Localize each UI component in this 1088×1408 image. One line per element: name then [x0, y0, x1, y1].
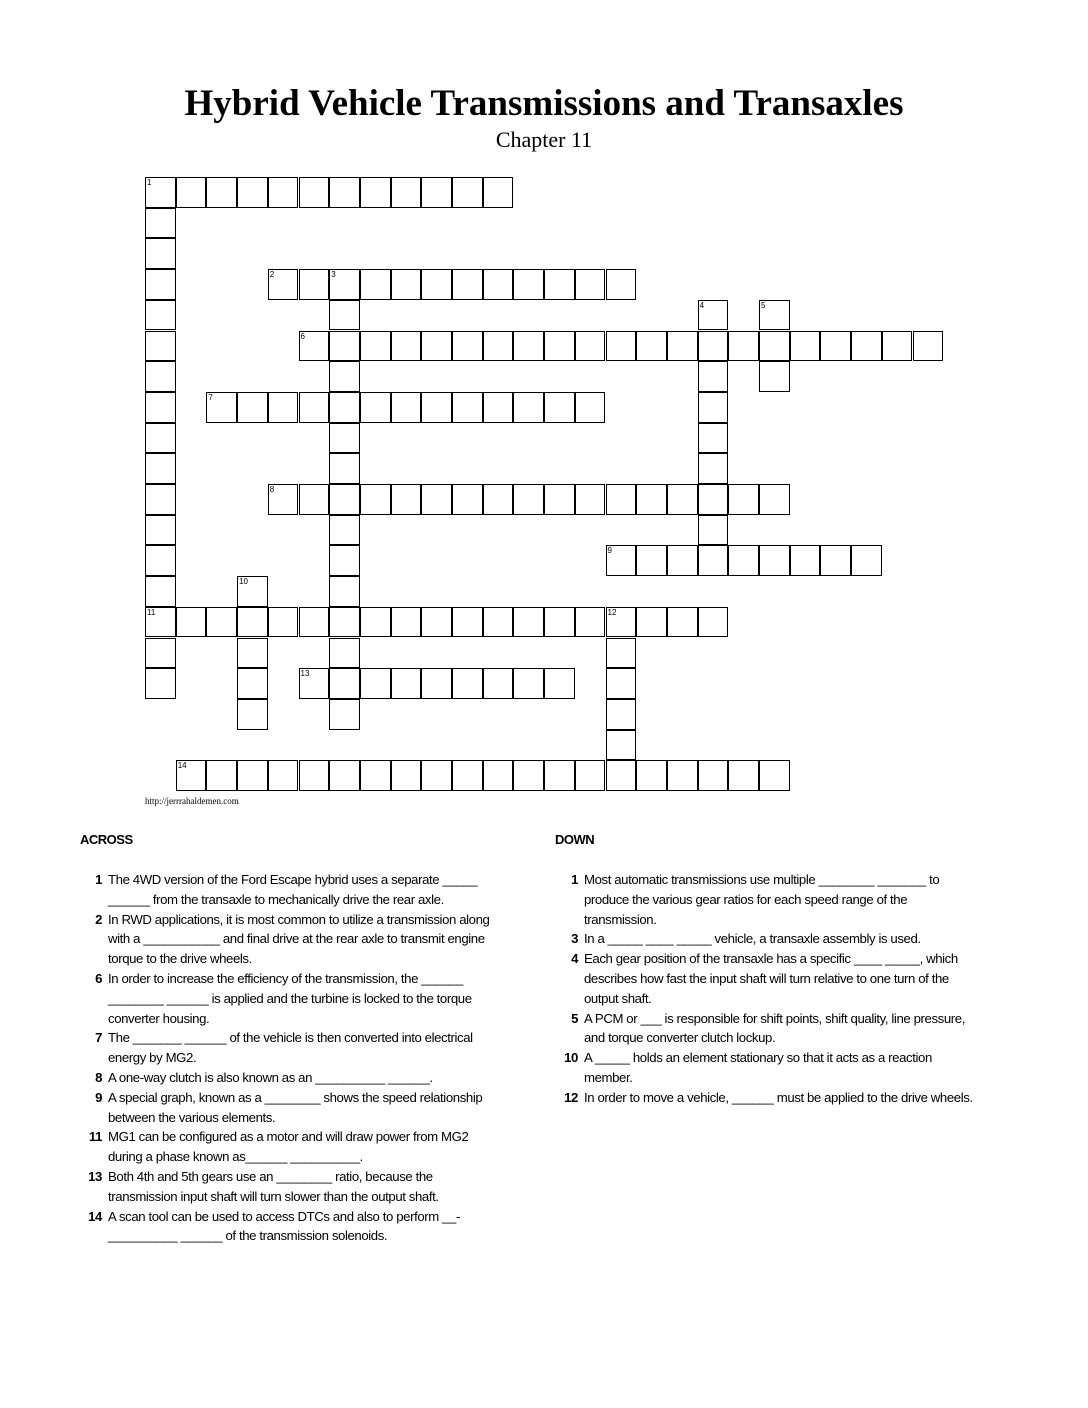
grid-cell[interactable]: [329, 331, 360, 362]
grid-cell[interactable]: [176, 177, 207, 208]
grid-cell[interactable]: [391, 392, 422, 423]
grid-cell[interactable]: [667, 545, 698, 576]
clue-item-text: MG1 can be configured as a motor and will draw power from MG2 during a phase known as______ __________.: [108, 1129, 469, 1165]
clue-item: [556, 949, 976, 1008]
grid-cell[interactable]: [237, 638, 268, 669]
grid-cell[interactable]: [606, 730, 637, 761]
grid-cell[interactable]: [575, 760, 606, 791]
grid-cell[interactable]: [145, 453, 176, 484]
grid-cell[interactable]: [913, 331, 944, 362]
grid-cell[interactable]: [329, 361, 360, 392]
grid-cell[interactable]: [452, 484, 483, 515]
grid-cell[interactable]: [176, 607, 207, 638]
clue-item-number: 6: [95, 970, 102, 986]
across-heading: ACROSS: [80, 832, 133, 847]
grid-cell[interactable]: [513, 607, 544, 638]
grid-cell[interactable]: [329, 177, 360, 208]
grid-cell[interactable]: [329, 607, 360, 638]
clue-number: 3: [331, 270, 336, 280]
grid-cell[interactable]: [237, 576, 268, 607]
clue-number: 7: [208, 392, 213, 402]
grid-cell[interactable]: [145, 392, 176, 423]
grid-cell[interactable]: [145, 668, 176, 699]
clue-number: 10: [239, 577, 248, 587]
clue-number: 13: [300, 669, 310, 679]
page-subtitle: Chapter 11: [495, 127, 593, 152]
clue-item-text: Both 4th and 5th gears use an ________ ratio, because the transmission input shaft will turn slower than the output shaft.: [108, 1168, 439, 1204]
grid-cell[interactable]: [759, 361, 790, 392]
clue-item-number: 13: [88, 1168, 102, 1184]
grid-cell[interactable]: [728, 331, 759, 362]
clue-item: [80, 969, 505, 1028]
grid-cell[interactable]: [483, 607, 514, 638]
grid-cell[interactable]: [360, 484, 391, 515]
grid-cell[interactable]: [544, 668, 575, 699]
grid-cell[interactable]: [606, 269, 637, 300]
grid-cell[interactable]: [145, 177, 176, 208]
clue-number: 6: [300, 331, 305, 341]
clue-item-number: 2: [95, 911, 102, 927]
grid-cell[interactable]: [575, 269, 606, 300]
grid-cell[interactable]: [483, 177, 514, 208]
clue-item-text: A PCM or ___ is responsible for shift points, shift quality, line pressure, and torque converter clutch lockup.: [584, 1010, 965, 1046]
clue-item-number: 7: [95, 1030, 102, 1046]
grid-cell[interactable]: [636, 484, 667, 515]
clue-number: 12: [607, 607, 617, 617]
grid-cell[interactable]: [421, 760, 452, 791]
grid-cell[interactable]: [299, 607, 330, 638]
grid-cell[interactable]: [299, 177, 330, 208]
clue-number: 9: [607, 546, 612, 556]
grid-cell[interactable]: [391, 760, 422, 791]
grid-cell[interactable]: [145, 269, 176, 300]
clue-item-number: 1: [571, 872, 578, 887]
grid-cell[interactable]: [299, 269, 330, 300]
grid-cell[interactable]: [544, 607, 575, 638]
grid-cell[interactable]: [452, 331, 483, 362]
grid-cell[interactable]: [145, 361, 176, 392]
grid-cell[interactable]: [698, 392, 729, 423]
clue-item: [80, 1127, 505, 1167]
grid-cell[interactable]: [329, 453, 360, 484]
grid-cell[interactable]: [513, 484, 544, 515]
grid-cell[interactable]: [237, 392, 268, 423]
grid-cell[interactable]: [237, 760, 268, 791]
grid-cell[interactable]: [329, 484, 360, 515]
grid-cell[interactable]: [421, 668, 452, 699]
clue-number: 4: [699, 300, 705, 310]
grid-cell[interactable]: [452, 668, 483, 699]
clue-item: [80, 1068, 505, 1088]
grid-cell[interactable]: [268, 269, 299, 300]
grid-cell[interactable]: [421, 607, 452, 638]
clue-item: [556, 929, 976, 949]
grid-cell[interactable]: [606, 699, 637, 730]
grid-cell[interactable]: [483, 269, 514, 300]
grid-cell[interactable]: [299, 331, 330, 362]
clue-item: [556, 1009, 976, 1049]
grid-cell[interactable]: [483, 668, 514, 699]
clue-item: [556, 1088, 976, 1108]
grid-cell[interactable]: [329, 423, 360, 454]
grid-cell[interactable]: [237, 699, 268, 730]
grid-cell[interactable]: [360, 607, 391, 638]
grid-cell[interactable]: [790, 545, 821, 576]
grid-cell[interactable]: [452, 607, 483, 638]
clue-item-number: 12: [564, 1089, 578, 1105]
grid-cell[interactable]: [145, 638, 176, 669]
grid-cell[interactable]: [698, 545, 729, 576]
grid-cell[interactable]: [299, 484, 330, 515]
grid-cell[interactable]: [513, 668, 544, 699]
grid-cell[interactable]: [667, 484, 698, 515]
clue-item-text: A scan tool can be used to access DTCs and also to perform __-__________ ______ of the transmission solenoids.: [108, 1208, 460, 1244]
clue-item-number: 8: [95, 1069, 102, 1085]
grid-cell[interactable]: [606, 545, 637, 576]
grid-cell[interactable]: [237, 607, 268, 638]
grid-cell[interactable]: [329, 515, 360, 546]
grid-cell[interactable]: [206, 392, 237, 423]
grid-cell[interactable]: [667, 331, 698, 362]
grid-cell[interactable]: [544, 392, 575, 423]
grid-cell[interactable]: [790, 331, 821, 362]
grid-cell[interactable]: [513, 269, 544, 300]
grid-cell[interactable]: [636, 545, 667, 576]
grid-cell[interactable]: [299, 392, 330, 423]
grid-cell[interactable]: [698, 453, 729, 484]
grid-cell[interactable]: [452, 177, 483, 208]
clue-item-text: The _______ ______ of the vehicle is then converted into electrical energy by MG2.: [108, 1030, 473, 1066]
grid-cell[interactable]: [882, 331, 913, 362]
clue-item-text: A special graph, known as a ________ shows the speed relationship between the various elements.: [108, 1089, 483, 1125]
clue-item: [556, 870, 976, 929]
grid-cell[interactable]: [483, 484, 514, 515]
grid-cell[interactable]: [606, 607, 637, 638]
grid-cell[interactable]: [728, 545, 759, 576]
clue-number: 2: [269, 270, 275, 280]
grid-cell[interactable]: [391, 331, 422, 362]
grid-cell[interactable]: [145, 607, 176, 638]
grid-cell[interactable]: [452, 760, 483, 791]
clue-item-text: The 4WD version of the Ford Escape hybrid uses a separate _____ ______ from the transaxle to mechanically drive the rear axle.: [108, 872, 478, 907]
grid-cell[interactable]: [759, 545, 790, 576]
grid-cell[interactable]: [452, 392, 483, 423]
grid-cell[interactable]: [391, 484, 422, 515]
clue-number: 11: [147, 607, 156, 617]
clue-item-text: A _____ holds an element stationary so that it acts as a reaction member.: [584, 1050, 932, 1085]
grid-cell[interactable]: [606, 638, 637, 669]
grid-cell[interactable]: [329, 300, 360, 331]
clue-item-number: 1: [95, 872, 102, 887]
grid-cell[interactable]: [268, 392, 299, 423]
grid-cell[interactable]: [421, 331, 452, 362]
grid-cell[interactable]: [176, 760, 207, 791]
credit-url: http://jerrrahaldemen.com: [145, 796, 239, 806]
grid-cell[interactable]: [391, 269, 422, 300]
grid-cell[interactable]: [513, 331, 544, 362]
grid-cell[interactable]: [698, 484, 729, 515]
grid-cell[interactable]: [698, 760, 729, 791]
grid-cell[interactable]: [606, 331, 637, 362]
grid-cell[interactable]: [268, 760, 299, 791]
down-clue-list: [556, 870, 976, 1108]
grid-cell[interactable]: [421, 269, 452, 300]
grid-cell[interactable]: [575, 331, 606, 362]
grid-cell[interactable]: [299, 760, 330, 791]
clue-item-number: 4: [571, 951, 578, 967]
grid-cell[interactable]: [360, 177, 391, 208]
grid-cell[interactable]: [145, 515, 176, 546]
grid-cell[interactable]: [759, 760, 790, 791]
grid-cell[interactable]: [728, 760, 759, 791]
grid-cell[interactable]: [360, 331, 391, 362]
down-heading: DOWN: [555, 832, 595, 847]
grid-cell[interactable]: [851, 545, 882, 576]
grid-cell[interactable]: [145, 331, 176, 362]
grid-cell[interactable]: [329, 545, 360, 576]
grid-cell[interactable]: [851, 331, 882, 362]
grid-cell[interactable]: [329, 392, 360, 423]
clue-item-text: In order to move a vehicle, ______ must be applied to the drive wheels.: [584, 1089, 973, 1105]
clue-item: [80, 1028, 505, 1068]
grid-cell[interactable]: [667, 607, 698, 638]
grid-cell[interactable]: [575, 484, 606, 515]
grid-cell[interactable]: [421, 484, 452, 515]
grid-cell[interactable]: [820, 545, 851, 576]
clue-item-text: Most automatic transmissions use multiple ________ _______ to produce the various gear ratios for each speed range of the transmission.: [584, 872, 940, 927]
grid-cell[interactable]: [483, 392, 514, 423]
grid-cell[interactable]: [268, 607, 299, 638]
grid-cell[interactable]: [606, 668, 637, 699]
grid-cell[interactable]: [698, 423, 729, 454]
clue-item-number: 3: [571, 931, 578, 947]
grid-cell[interactable]: [391, 607, 422, 638]
clue-number: 14: [177, 761, 187, 771]
grid-cell[interactable]: [759, 484, 790, 515]
grid-cell[interactable]: [145, 208, 176, 239]
grid-cell[interactable]: [391, 177, 422, 208]
grid-cell[interactable]: [544, 269, 575, 300]
grid-cell[interactable]: [237, 177, 268, 208]
grid-cell[interactable]: [606, 760, 637, 791]
across-clue-list: [80, 870, 505, 1246]
grid-cell[interactable]: [145, 545, 176, 576]
grid-cell[interactable]: [667, 760, 698, 791]
grid-cell[interactable]: [360, 760, 391, 791]
clue-item: [80, 870, 505, 910]
clue-item-number: 11: [88, 1129, 102, 1145]
grid-cell[interactable]: [145, 238, 176, 269]
grid-cell[interactable]: [820, 331, 851, 362]
grid-cell[interactable]: [145, 423, 176, 454]
grid-cell[interactable]: [268, 484, 299, 515]
grid-cell[interactable]: [544, 760, 575, 791]
grid-cell[interactable]: [698, 607, 729, 638]
clue-number: 1: [147, 178, 152, 187]
clue-item-text: In RWD applications, it is most common to utilize a transmission along with a ___________ and final drive at the rear axle to transmit engine torque to the drive wheels.: [108, 911, 490, 967]
clue-item-number: 10: [564, 1050, 578, 1066]
grid-cell[interactable]: [329, 699, 360, 730]
grid-cell[interactable]: [636, 760, 667, 791]
grid-cell[interactable]: [206, 607, 237, 638]
grid-cell[interactable]: [513, 392, 544, 423]
grid-cell[interactable]: [329, 638, 360, 669]
clue-item-text: In a _____ ____ _____ vehicle, a transaxle assembly is used.: [584, 931, 921, 947]
clue-item: [80, 1088, 505, 1128]
clue-item-text: Each gear position of the transaxle has a specific ____ _____, which describes how fast the input shaft will turn relative to one turn of the output shaft.: [584, 951, 958, 1006]
clue-item-text: In order to increase the efficiency of the transmission, the ______ ________ ______ is applied and the turbine is locked to the torque converter housing.: [108, 970, 472, 1026]
clue-number: 5: [761, 300, 766, 310]
grid-cell[interactable]: [728, 484, 759, 515]
grid-cell[interactable]: [483, 760, 514, 791]
clue-item-number: 9: [95, 1089, 102, 1105]
grid-cell[interactable]: [698, 331, 729, 362]
grid-cell[interactable]: [544, 484, 575, 515]
grid-cell[interactable]: [636, 331, 667, 362]
grid-cell[interactable]: [145, 300, 176, 331]
grid-cell[interactable]: [237, 668, 268, 699]
grid-cell[interactable]: [268, 177, 299, 208]
grid-cell[interactable]: [575, 607, 606, 638]
grid-cell[interactable]: [329, 576, 360, 607]
clue-item-number: 14: [88, 1208, 102, 1224]
grid-cell[interactable]: [421, 177, 452, 208]
grid-cell[interactable]: [145, 576, 176, 607]
grid-cell[interactable]: [606, 484, 637, 515]
clue-item: [80, 1207, 505, 1247]
clue-item-number: 5: [571, 1010, 578, 1026]
grid-cell[interactable]: [698, 300, 729, 331]
clue-item-text: A one-way clutch is also known as an __________ ______.: [108, 1069, 433, 1085]
grid-cell[interactable]: [513, 760, 544, 791]
grid-cell[interactable]: [759, 300, 790, 331]
grid-cell[interactable]: [391, 668, 422, 699]
grid-cell[interactable]: [759, 331, 790, 362]
grid-cell[interactable]: [698, 515, 729, 546]
grid-cell[interactable]: [360, 269, 391, 300]
grid-cell[interactable]: [452, 269, 483, 300]
clue-number: 8: [269, 485, 275, 494]
grid-cell[interactable]: [544, 331, 575, 362]
clue-item: [80, 1167, 505, 1207]
clue-item: [80, 910, 505, 969]
grid-cell[interactable]: [329, 269, 360, 300]
grid-cell[interactable]: [299, 668, 330, 699]
grid-cell[interactable]: [206, 177, 237, 208]
grid-cell[interactable]: [329, 668, 360, 699]
grid-cell[interactable]: [360, 392, 391, 423]
grid-cell[interactable]: [483, 331, 514, 362]
grid-cell[interactable]: [329, 760, 360, 791]
clue-item: [556, 1048, 976, 1088]
grid-cell[interactable]: [421, 392, 452, 423]
grid-cell[interactable]: [575, 392, 606, 423]
grid-cell[interactable]: [206, 760, 237, 791]
grid-cell[interactable]: [145, 484, 176, 515]
grid-cell[interactable]: [636, 607, 667, 638]
page-title: Hybrid Vehicle Transmissions and Transaxles: [184, 83, 904, 124]
grid-cell[interactable]: [360, 668, 391, 699]
grid-cell[interactable]: [698, 361, 729, 392]
